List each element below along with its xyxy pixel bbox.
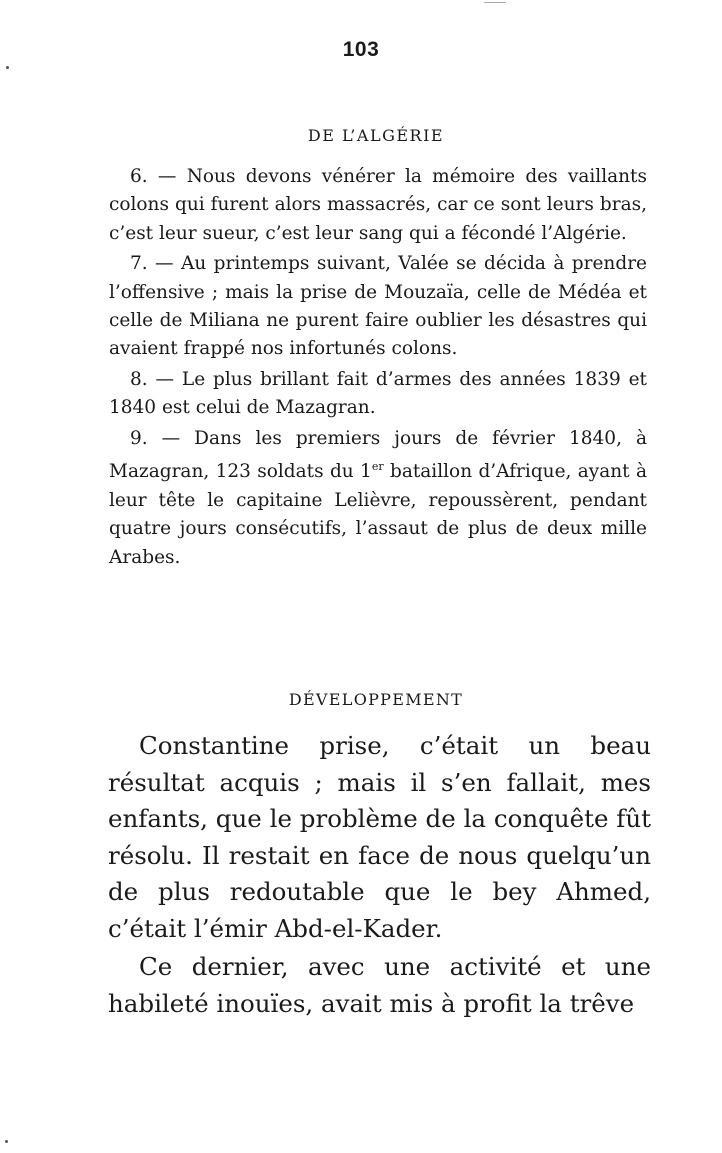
body-paragraph: Constantine prise, c’était un beau résultat acquis ; mais il s’en fallait, mes enfants, que le problème de la conquête fût résolu. Il restait en face de nous quelqu’un de plus redoutable que le bey Ahmed, c’était l’émir Abd-el-Kader. [108,731,651,943]
summary-paragraph [109,425,647,572]
summary-block [109,163,647,574]
summary-text: bataillon d’Afrique, ayant à leur tête le capitaine Lelièvre, repoussèrent, pendant quatre jours consécutifs, l’assaut de plus de deux mille Arabes. [109,461,647,568]
page-number: 103 [342,38,380,61]
summary-paragraph: 7. — Au printemps suivant, Valée se décida à prendre l’offensive ; mais la prise de Mouzaïa, celle de Médéa et celle de Miliana ne purent faire oublier les désastres qui avaient frappé nos infortunés colons. [109,253,647,360]
summary-paragraph: 6. — Nous devons vénérer la mémoire des vaillants colons qui furent alors massacrés, car ce sont leurs bras, c’est leur sueur, c’est leur sang qui a fécondé l’Algérie. [109,166,647,244]
summary-paragraph: 8. — Le plus brillant fait d’armes des années 1839 et 1840 est celui de Mazagran. [109,369,647,419]
summary-text: 9. — Dans les premiers jours de février 1840, à Mazagran, 123 soldats du 1 [109,428,647,483]
scan-speck [5,1140,8,1143]
body-text [108,728,651,1024]
running-head: DE L’ALGÉRIE [307,126,445,145]
scan-mark [484,2,506,3]
body-paragraph: Ce dernier, avec une activité et une habileté inouïes, avait mis à profit la trêve [108,952,651,1018]
section-title: DÉVELOPPEMENT [288,690,464,709]
superscript: er [371,460,384,474]
scan-speck [6,66,9,69]
